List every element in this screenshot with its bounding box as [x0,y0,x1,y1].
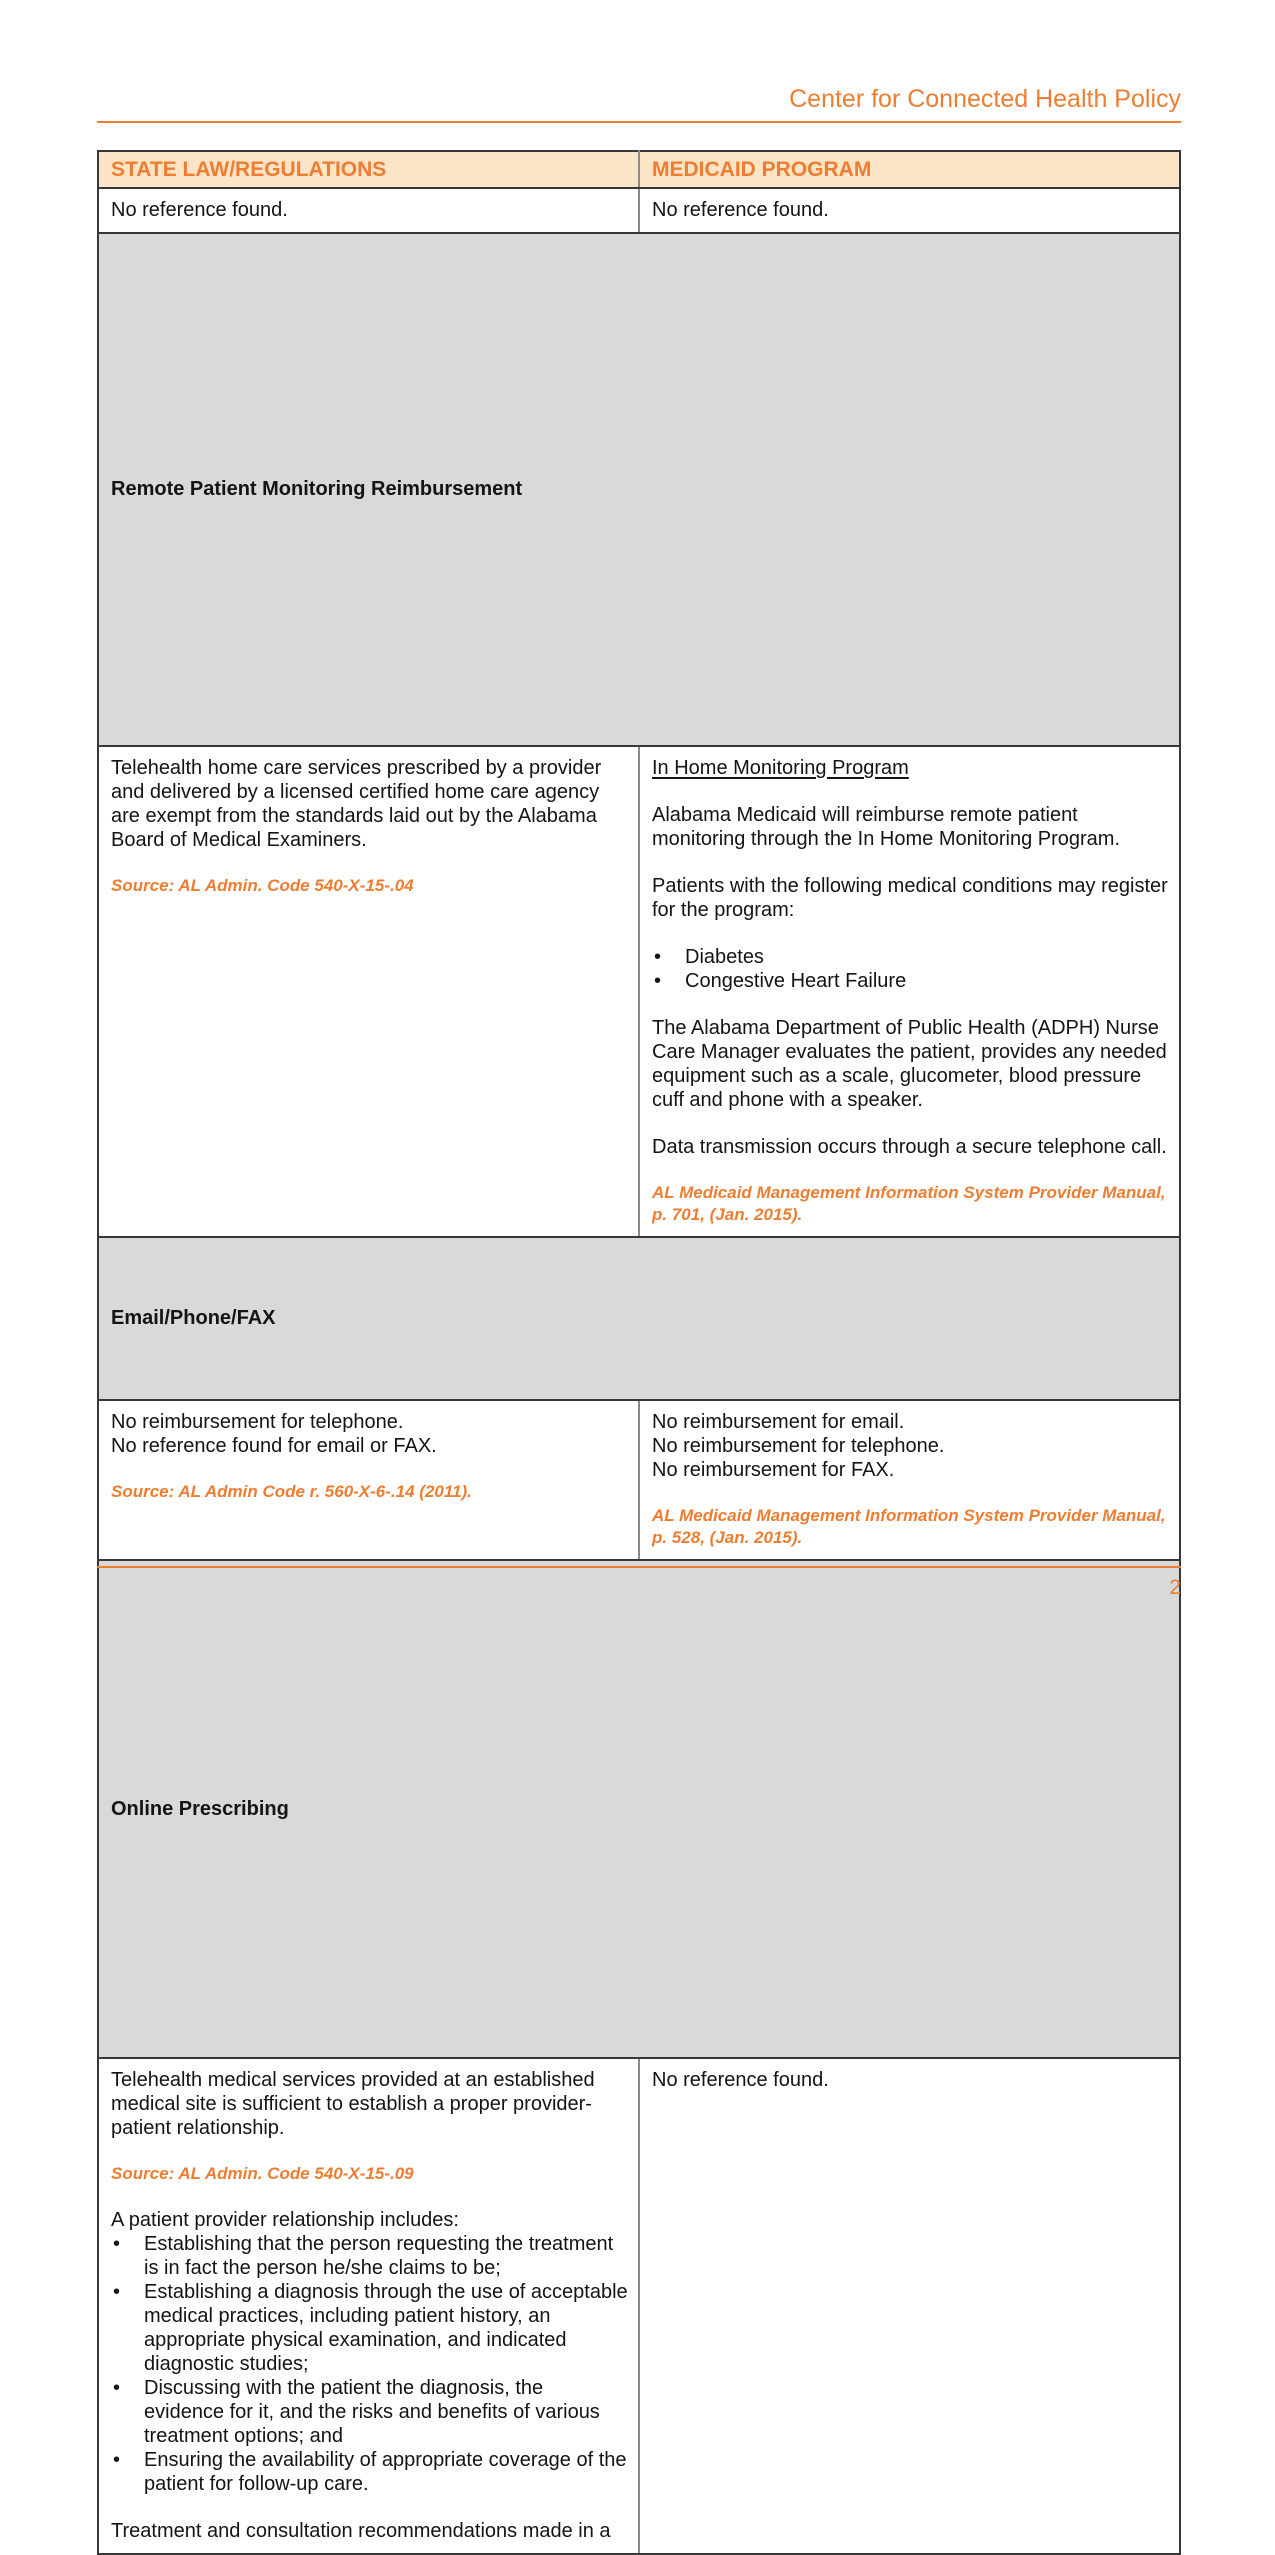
paragraph: The Alabama Department of Public Health (ADPH) Nurse Care Manager evaluates the patient, provides any needed equipment such as a scale, glucometer, blood pressure cuff and phone with a speaker. [652,1017,1167,1111]
line-group [111,1410,628,1458]
medicaid-program-cell [639,746,1180,1237]
underlined-heading: In Home Monitoring Program [652,757,909,779]
state-law-cell [98,1400,639,1560]
paragraph: A patient provider relationship includes: [111,2209,459,2231]
paragraph: No reference found. [652,199,829,221]
paragraph: No reference found. [652,2069,829,2091]
source-citation: Source: AL Admin Code r. 560-X-6-.14 (2011). [111,1482,472,1501]
bullet-item: • Discussing with the patient the diagnosis, the evidence for it, and the risks and benefits of various treatment options; and [111,2376,628,2448]
text-line: No reimbursement for FAX. [652,1459,895,1481]
content-row [98,1400,1180,1560]
document-header-title: Center for Connected Health Policy [789,85,1181,113]
section-header-row [98,1237,1180,1400]
bullet-item: • Establishing that the person requesting the treatment is in fact the person he/she claims to be; [111,2232,628,2280]
text-line: No reimbursement for email. [652,1411,905,1433]
medicaid-program-cell [639,188,1180,233]
paragraph: Alabama Medicaid will reimburse remote patient monitoring through the In Home Monitoring Program. [652,804,1121,850]
footer-rule [97,1566,1181,1568]
paragraph: Treatment and consultation recommendations made in a [111,2520,611,2542]
paragraph: Data transmission occurs through a secure telephone call. [652,1136,1167,1158]
content-row [98,2058,1180,2554]
paragraph: No reference found. [111,199,288,221]
bullet-item: • Ensuring the availability of appropriate coverage of the patient for follow-up care. [111,2448,628,2496]
content-row [98,746,1180,1237]
paragraph: Patients with the following medical conditions may register for the program: [652,875,1168,921]
text-line: No reimbursement for telephone. [111,1411,404,1433]
section-header-row [98,233,1180,746]
bullet-item: • Diabetes [652,945,1169,969]
paragraph: Telehealth medical services provided at an established medical site is sufficient to establish a proper provider-patient relationship. [111,2069,595,2139]
section-title: Online Prescribing [98,1560,1180,2058]
text-line: No reimbursement for telephone. [652,1435,945,1457]
section-title: Remote Patient Monitoring Reimbursement [98,233,1180,746]
column-header-medicaid-program: MEDICAID PROGRAM [639,151,1180,188]
medicaid-program-cell [639,2058,1180,2554]
bullet-list [652,945,1169,993]
section-title: Email/Phone/FAX [98,1237,1180,1400]
page-number: 2 [1169,1576,1181,1599]
document-header [97,0,1181,123]
table-header-row [98,151,1180,188]
source-citation: Source: AL Admin. Code 540-X-15-.09 [111,2164,414,2183]
line-group [652,1410,1169,1482]
source-citation: AL Medicaid Management Information System Provider Manual, p. 528, (Jan. 2015). [652,1506,1166,1547]
paragraph: Telehealth home care services prescribed by a provider and delivered by a licensed certified home care agency are exempt from the standards laid out by the Alabama Board of Medical Examiners. [111,757,602,851]
header-rule [97,121,1181,123]
content-row [98,188,1180,233]
policy-comparison-table [97,150,1181,2555]
document-footer [97,1566,1181,1600]
state-law-cell [98,188,639,233]
source-citation: Source: AL Admin. Code 540-X-15-.04 [111,876,414,895]
state-law-cell [98,2058,639,2554]
section-header-row [98,1560,1180,2058]
medicaid-program-cell [639,1400,1180,1560]
state-law-cell [98,746,639,1237]
bullet-item: • Congestive Heart Failure [652,969,1169,993]
bullet-list [111,2232,628,2496]
source-citation: AL Medicaid Management Information System Provider Manual, p. 701, (Jan. 2015). [652,1183,1166,1224]
text-line: No reference found for email or FAX. [111,1435,437,1457]
column-header-state-law: STATE LAW/REGULATIONS [98,151,639,188]
bullet-item: • Establishing a diagnosis through the use of acceptable medical practices, including patient history, an appropriate physical examination, and indicated diagnostic studies; [111,2280,628,2376]
